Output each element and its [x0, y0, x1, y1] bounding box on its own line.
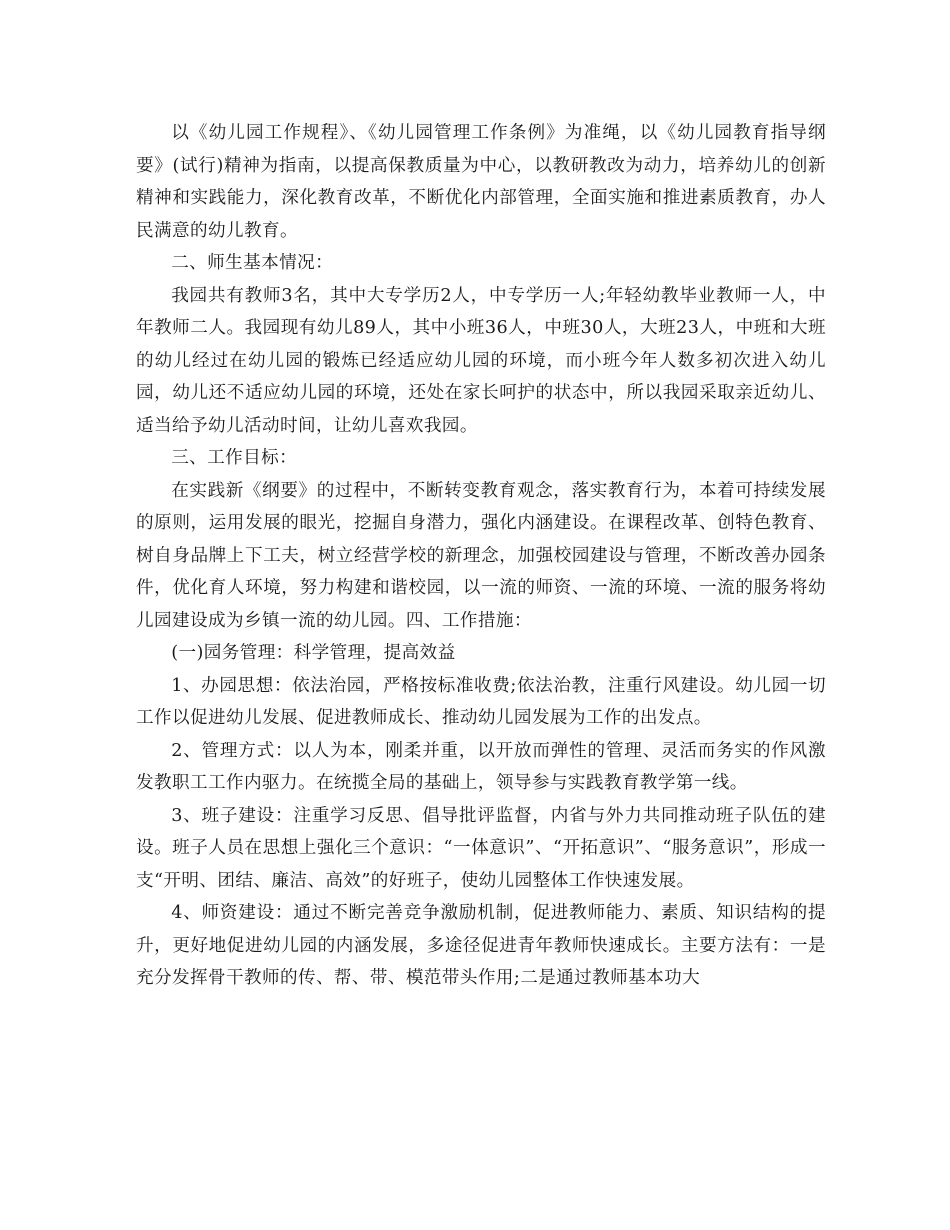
subsection-heading-management: (一)园务管理：科学管理，提高效益 [171, 643, 456, 663]
paragraph-item-1: 1、办园思想：依法治园，严格按标准收费;依法治教，注重行风建设。幼儿园一切工作以促进幼儿发展、促进教师成长、推动幼儿园发展为工作的出发点。 [136, 675, 826, 728]
paragraph-item-4: 4、师资建设：通过不断完善竞争激励机制，促进教师能力、素质、知识结构的提升，更好地促进幼儿园的内涵发展，多途径促进青年教师快速成长。主要方法有：一是充分发挥骨干教师的传、帮、带、模范带头作用;二是通过教师基本功大 [136, 903, 826, 988]
paragraph-work-goals: 在实践新《纲要》的过程中，不断转变教育观念，落实教育行为，本着可持续发展的原则，运用发展的眼光，挖掘自身潜力，强化内涵建设。在课程改革、创特色教育、树自身品牌上下工夫，树立经营学校的新理念，加强校园建设与管理，不断改善办园条件，优化育人环境，努力构建和谐校园，以一流的师资、一流的环境、一流的服务将幼儿园建设成为乡镇一流的幼儿园。四、工作措施： [136, 480, 826, 631]
paragraph-teacher-student-info: 我园共有教师3名，其中大专学历2人，中专学历一人;年轻幼教毕业教师一人，中年教师二人。我园现有幼儿89人，其中小班36人，中班30人，大班23人，中班和大班的幼儿经过在幼儿园的锻炼已经适应幼儿园的环境，而小班今年人数多初次进入幼儿园，幼儿还不适应幼儿园的环境，还处在家长呵护的状态中，所以我园采取亲近幼儿、适当给予幼儿活动时间，让幼儿喜欢我园。 [136, 285, 826, 436]
paragraph-item-2: 2、管理方式：以人为本，刚柔并重，以开放而弹性的管理、灵活而务实的作风激发教职工工作内驱力。在统揽全局的基础上，领导参与实践教育教学第一线。 [136, 740, 826, 793]
section-heading-teacher-student-info: 二、师生基本情况： [171, 253, 334, 273]
document-body [136, 117, 826, 995]
paragraph-guiding-principle: 以《幼儿园工作规程》、《幼儿园管理工作条例》为准绳，以《幼儿园教育指导纲要》(试行)精神为指南，以提高保教质量为中心，以教研教改为动力，培养幼儿的创新精神和实践能力，深化教育改革，不断优化内部管理，全面实施和推进素质教育，办人民满意的幼儿教育。 [136, 123, 826, 241]
paragraph-item-3: 3、班子建设：注重学习反思、倡导批评监督，内省与外力共同推动班子队伍的建设。班子人员在思想上强化三个意识：“一体意识”、“开拓意识”、“服务意识”，形成一支“开明、团结、廉洁、高效”的好班子，使幼儿园整体工作快速发展。 [136, 805, 826, 891]
section-heading-work-goals: 三、工作目标： [171, 448, 298, 468]
